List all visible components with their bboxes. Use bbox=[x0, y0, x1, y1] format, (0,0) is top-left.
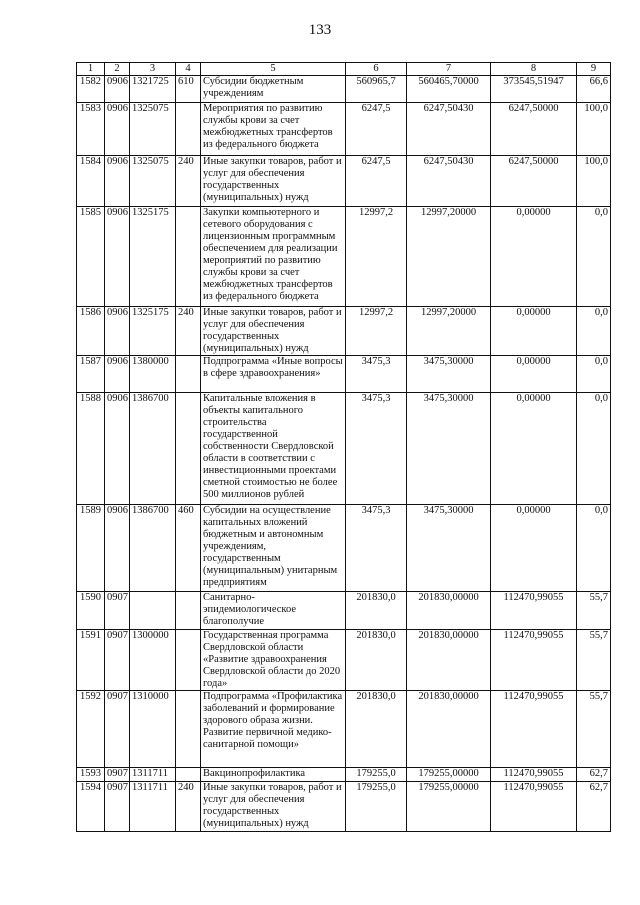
value-col-7: 6247,50430 bbox=[407, 156, 491, 207]
budget-table bbox=[76, 62, 611, 832]
percent-col-9: 55,7 bbox=[577, 630, 611, 691]
column-header: 2 bbox=[105, 63, 130, 76]
section-code: 0906 bbox=[105, 207, 130, 307]
item-name: Санитарно-эпидемиологическое благополучие bbox=[201, 592, 346, 630]
value-col-6: 6247,5 bbox=[346, 156, 407, 207]
target-article-code: 1380000 bbox=[130, 356, 176, 393]
target-article-code: 1300000 bbox=[130, 630, 176, 691]
row-number: 1591 bbox=[77, 630, 105, 691]
section-code: 0906 bbox=[105, 307, 130, 356]
item-name: Закупки компьютерного и сетевого оборудования с лицензионным программным обеспечением для реализации мероприятий по развитию службы крови за счет межбюджетных трансфертов из федерального бюджета bbox=[201, 207, 346, 307]
value-col-7: 201830,00000 bbox=[407, 592, 491, 630]
expense-type-code bbox=[176, 103, 201, 156]
target-article-code: 1325075 bbox=[130, 156, 176, 207]
value-col-6: 201830,0 bbox=[346, 630, 407, 691]
table-row bbox=[77, 505, 611, 592]
percent-col-9: 100,0 bbox=[577, 103, 611, 156]
value-col-7: 12997,20000 bbox=[407, 207, 491, 307]
row-number: 1586 bbox=[77, 307, 105, 356]
target-article-code: 1325175 bbox=[130, 207, 176, 307]
value-col-8: 6247,50000 bbox=[491, 103, 577, 156]
expense-type-code: 240 bbox=[176, 782, 201, 832]
percent-col-9: 55,7 bbox=[577, 592, 611, 630]
value-col-7: 12997,20000 bbox=[407, 307, 491, 356]
percent-col-9: 62,7 bbox=[577, 768, 611, 782]
value-col-8: 112470,99055 bbox=[491, 768, 577, 782]
item-name: Вакцинопрофилактика bbox=[201, 768, 346, 782]
value-col-8: 0,00000 bbox=[491, 356, 577, 393]
value-col-7: 3475,30000 bbox=[407, 356, 491, 393]
value-col-7: 201830,00000 bbox=[407, 630, 491, 691]
item-name: Мероприятия по развитию службы крови за счет межбюджетных трансфертов из федерального бюджета bbox=[201, 103, 346, 156]
table-row bbox=[77, 592, 611, 630]
table-row bbox=[77, 691, 611, 768]
expense-type-code bbox=[176, 207, 201, 307]
percent-col-9: 62,7 bbox=[577, 782, 611, 832]
column-header: 1 bbox=[77, 63, 105, 76]
value-col-8: 0,00000 bbox=[491, 393, 577, 505]
row-number: 1590 bbox=[77, 592, 105, 630]
section-code: 0906 bbox=[105, 505, 130, 592]
row-number: 1585 bbox=[77, 207, 105, 307]
value-col-8: 0,00000 bbox=[491, 505, 577, 592]
value-col-6: 201830,0 bbox=[346, 592, 407, 630]
table-row bbox=[77, 103, 611, 156]
value-col-6: 3475,3 bbox=[346, 356, 407, 393]
value-col-7: 3475,30000 bbox=[407, 505, 491, 592]
item-name: Подпрограмма «Профилактика заболеваний и формирование здорового образа жизни. Развитие первичной медико-санитарной помощи» bbox=[201, 691, 346, 768]
value-col-8: 112470,99055 bbox=[491, 782, 577, 832]
target-article-code: 1386700 bbox=[130, 505, 176, 592]
table-row bbox=[77, 156, 611, 207]
value-col-8: 112470,99055 bbox=[491, 691, 577, 768]
percent-col-9: 0,0 bbox=[577, 505, 611, 592]
value-col-6: 3475,3 bbox=[346, 505, 407, 592]
item-name: Иные закупки товаров, работ и услуг для обеспечения государственных (муниципальных) нужд bbox=[201, 156, 346, 207]
page-number: 133 bbox=[308, 22, 332, 38]
section-code: 0906 bbox=[105, 356, 130, 393]
percent-col-9: 55,7 bbox=[577, 691, 611, 768]
row-number: 1584 bbox=[77, 156, 105, 207]
expense-type-code bbox=[176, 691, 201, 768]
expense-type-code bbox=[176, 630, 201, 691]
value-col-7: 201830,00000 bbox=[407, 691, 491, 768]
item-name: Субсидии бюджетным учреждениям bbox=[201, 76, 346, 103]
section-code: 0907 bbox=[105, 630, 130, 691]
section-code: 0906 bbox=[105, 76, 130, 103]
table-row bbox=[77, 76, 611, 103]
target-article-code: 1325075 bbox=[130, 103, 176, 156]
row-number: 1588 bbox=[77, 393, 105, 505]
value-col-7: 179255,00000 bbox=[407, 782, 491, 832]
target-article-code bbox=[130, 592, 176, 630]
section-code: 0907 bbox=[105, 782, 130, 832]
item-name: Субсидии на осуществление капитальных вложений бюджетным и автономным учреждениям, государственным (муниципальным) унитарным предприятиям bbox=[201, 505, 346, 592]
expense-type-code bbox=[176, 356, 201, 393]
row-number: 1582 bbox=[77, 76, 105, 103]
column-header: 9 bbox=[577, 63, 611, 76]
table-row bbox=[77, 207, 611, 307]
value-col-6: 12997,2 bbox=[346, 207, 407, 307]
table-row bbox=[77, 630, 611, 691]
header-row bbox=[77, 63, 611, 76]
percent-col-9: 0,0 bbox=[577, 307, 611, 356]
section-code: 0906 bbox=[105, 156, 130, 207]
value-col-8: 0,00000 bbox=[491, 307, 577, 356]
row-number: 1594 bbox=[77, 782, 105, 832]
item-name: Подпрограмма «Иные вопросы в сфере здравоохранения» bbox=[201, 356, 346, 393]
value-col-8: 6247,50000 bbox=[491, 156, 577, 207]
value-col-6: 12997,2 bbox=[346, 307, 407, 356]
column-header: 7 bbox=[407, 63, 491, 76]
item-name: Иные закупки товаров, работ и услуг для обеспечения государственных (муниципальных) нужд bbox=[201, 782, 346, 832]
percent-col-9: 100,0 bbox=[577, 156, 611, 207]
value-col-7: 3475,30000 bbox=[407, 393, 491, 505]
item-name: Капитальные вложения в объекты капитального строительства государственной собственности Свердловской области в соответствии с инвестиционными проектами сметной стоимостью не более 500 миллионов рублей bbox=[201, 393, 346, 505]
table-body bbox=[77, 76, 611, 832]
value-col-7: 179255,00000 bbox=[407, 768, 491, 782]
column-header: 6 bbox=[346, 63, 407, 76]
target-article-code: 1321725 bbox=[130, 76, 176, 103]
section-code: 0906 bbox=[105, 393, 130, 505]
table-row bbox=[77, 393, 611, 505]
expense-type-code: 240 bbox=[176, 307, 201, 356]
section-code: 0907 bbox=[105, 691, 130, 768]
column-header: 4 bbox=[176, 63, 201, 76]
item-name: Государственная программа Свердловской области «Развитие здравоохранения Свердловской области до 2020 года» bbox=[201, 630, 346, 691]
percent-col-9: 66,6 bbox=[577, 76, 611, 103]
item-name: Иные закупки товаров, работ и услуг для обеспечения государственных (муниципальных) нужд bbox=[201, 307, 346, 356]
value-col-6: 179255,0 bbox=[346, 782, 407, 832]
row-number: 1583 bbox=[77, 103, 105, 156]
percent-col-9: 0,0 bbox=[577, 393, 611, 505]
expense-type-code bbox=[176, 393, 201, 505]
value-col-7: 6247,50430 bbox=[407, 103, 491, 156]
percent-col-9: 0,0 bbox=[577, 207, 611, 307]
section-code: 0907 bbox=[105, 768, 130, 782]
target-article-code: 1325175 bbox=[130, 307, 176, 356]
percent-col-9: 0,0 bbox=[577, 356, 611, 393]
value-col-8: 373545,51947 bbox=[491, 76, 577, 103]
table-row bbox=[77, 782, 611, 832]
target-article-code: 1310000 bbox=[130, 691, 176, 768]
row-number: 1592 bbox=[77, 691, 105, 768]
value-col-8: 0,00000 bbox=[491, 207, 577, 307]
value-col-6: 201830,0 bbox=[346, 691, 407, 768]
value-col-6: 3475,3 bbox=[346, 393, 407, 505]
value-col-6: 6247,5 bbox=[346, 103, 407, 156]
expense-type-code: 460 bbox=[176, 505, 201, 592]
expense-type-code: 240 bbox=[176, 156, 201, 207]
row-number: 1589 bbox=[77, 505, 105, 592]
section-code: 0906 bbox=[105, 103, 130, 156]
value-col-6: 560965,7 bbox=[346, 76, 407, 103]
row-number: 1587 bbox=[77, 356, 105, 393]
column-header: 8 bbox=[491, 63, 577, 76]
table-row bbox=[77, 356, 611, 393]
column-header: 5 bbox=[201, 63, 346, 76]
expense-type-code bbox=[176, 592, 201, 630]
value-col-7: 560465,70000 bbox=[407, 76, 491, 103]
target-article-code: 1386700 bbox=[130, 393, 176, 505]
table-row bbox=[77, 307, 611, 356]
target-article-code: 1311711 bbox=[130, 768, 176, 782]
column-header: 3 bbox=[130, 63, 176, 76]
table-row bbox=[77, 768, 611, 782]
section-code: 0907 bbox=[105, 592, 130, 630]
expense-type-code bbox=[176, 768, 201, 782]
value-col-8: 112470,99055 bbox=[491, 630, 577, 691]
expense-type-code: 610 bbox=[176, 76, 201, 103]
value-col-8: 112470,99055 bbox=[491, 592, 577, 630]
row-number: 1593 bbox=[77, 768, 105, 782]
value-col-6: 179255,0 bbox=[346, 768, 407, 782]
target-article-code: 1311711 bbox=[130, 782, 176, 832]
